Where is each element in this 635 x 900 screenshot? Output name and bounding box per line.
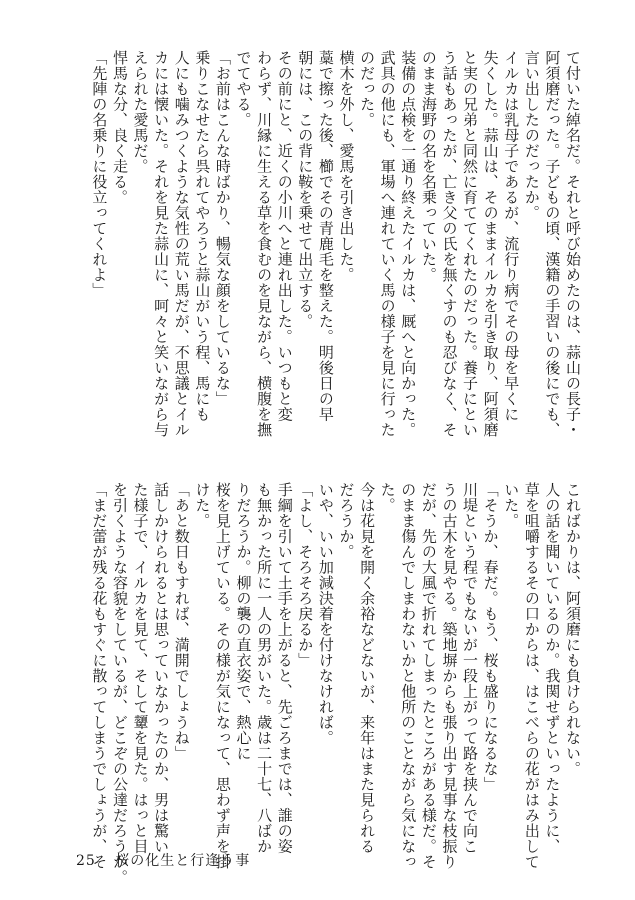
text-line: だろうか。 — [337, 482, 356, 560]
running-title: 桜の化生と行逢う事 — [115, 853, 251, 869]
text-line: のだった。 — [358, 50, 377, 128]
text-line: 阿須磨だった。子どもの頃、漢籍の手習いの後にでも、 — [543, 50, 562, 438]
text-line: 「先陣の名乗りに役立ってくれよ」 — [90, 50, 109, 298]
text-line: こればかりは、阿須磨にも負けられない。 — [564, 482, 582, 777]
text-line: 朝には、この背に鞍を乗せて出立する。 — [296, 50, 315, 329]
text-line: た様子で、イルカを見て、そして顰を見た。はっと目 — [131, 482, 150, 854]
text-line: 桜を見上げている。その様が気になって、思わず声を掛 — [213, 482, 232, 870]
text-line: 川堤という程でもないが一段上がって路を挟んで向こ — [461, 482, 480, 854]
text-line: けた。 — [193, 482, 212, 529]
text-line: 人にも噛みつくような気性の荒い馬だが、不思議とイル — [172, 50, 191, 438]
text-line: いた。 — [502, 482, 521, 529]
text-line: 「まだ蕾が残る花もすぐに散ってしまうでしょうが、そ — [90, 482, 109, 870]
text-line: を引くような容貌をしているが、どこぞの公達だろうか。 — [110, 482, 129, 885]
text-line: た。 — [378, 482, 397, 513]
text-line: うの古木を見やる。築地塀からも張り出す見事な枝振り — [440, 482, 459, 870]
text-line: も無かった所に一人の男がいた。歳は二十七、八ばか — [255, 482, 274, 854]
upper-text-block — [90, 50, 583, 438]
page-footer — [76, 850, 264, 870]
text-line: 話しかけられるとは思っていなかったのか、男は驚い — [152, 482, 171, 854]
text-line: 「お前はこんな時ばかり、暢気な顔をしているな」 — [213, 50, 232, 407]
text-line: カには懐いた。それを見た蒜山に、呵々と笑いながら与 — [152, 50, 171, 438]
text-line: 「よし、そろそろ戻るか」 — [296, 482, 315, 668]
text-line: だが、先の大風で折れてしまったところがある様だ。そ — [419, 482, 438, 870]
text-line: 武具の他にも、軍場へ連れていく馬の様子を見に行った — [378, 50, 397, 438]
text-line: 横木を外し、愛馬を引き出した。 — [337, 50, 356, 283]
text-line: のまま傷んでしまわないかと他所のことながら気になっ — [399, 482, 418, 870]
text-line: その前にと、近くの小川へと連れ出した。いつもと変 — [275, 50, 294, 422]
text-line: 言い出したのだったか。 — [522, 50, 541, 221]
text-line: て付いた綽名だ。それと呼び始めたのは、蒜山の長子・ — [564, 50, 582, 438]
text-line: 失くした。蒜山は、そのままイルカを引き取り、阿須磨 — [481, 50, 500, 438]
text-line: 手綱を引いて土手を上がると、先ごろまでは、誰の姿 — [275, 482, 294, 854]
text-line: 藁で擦った後、櫛でその青鹿毛を整えた。明後日の早 — [316, 50, 335, 422]
text-line: と実の兄弟と同然に育ててくれたのだった。養子にとい — [461, 50, 480, 438]
text-line: イルカは乳母子であるが、流行り病でその母を早くに — [502, 50, 521, 422]
text-line: 装備の点検を一通り終えたイルカは、厩へと向かった。 — [399, 50, 418, 438]
text-line: いや、いい加減決着を付けなければ。 — [316, 482, 335, 746]
text-line: 今は花見を開く余裕などないが、来年はまた見られる — [358, 482, 377, 854]
text-line: わらず、川縁に生える草を食むのを見ながら、横腹を撫 — [255, 50, 274, 438]
text-line: えられた愛馬だ。 — [131, 50, 150, 174]
page-number: 25 — [76, 853, 96, 869]
text-line: う話もあったが、亡き父の氏を無くすのも忍びなく、そ — [440, 50, 459, 438]
text-line: 人の話を聞いているのか。我関せずといったように、 — [543, 482, 562, 854]
text-line: りだろうか。柳の襲の直衣姿で、熱心に — [234, 482, 253, 761]
text-line: のまま海野の名を名乗っていた。 — [419, 50, 438, 283]
text-line: 乗りこなせたら呉れてやろうと蒜山がいう程、馬にも — [193, 50, 212, 422]
text-line: でてやる。 — [234, 50, 253, 128]
text-line: 「あと数日もすれば、満開でしょうね」 — [172, 482, 191, 761]
text-line: 悍馬な分、良く走る。 — [110, 50, 129, 205]
text-line: 「そうか、春だ。もう、桜も盛りになるな」 — [481, 482, 500, 792]
text-line: 草を咀嚼するその口からは、はこべらの花がはみ出して — [522, 482, 541, 870]
